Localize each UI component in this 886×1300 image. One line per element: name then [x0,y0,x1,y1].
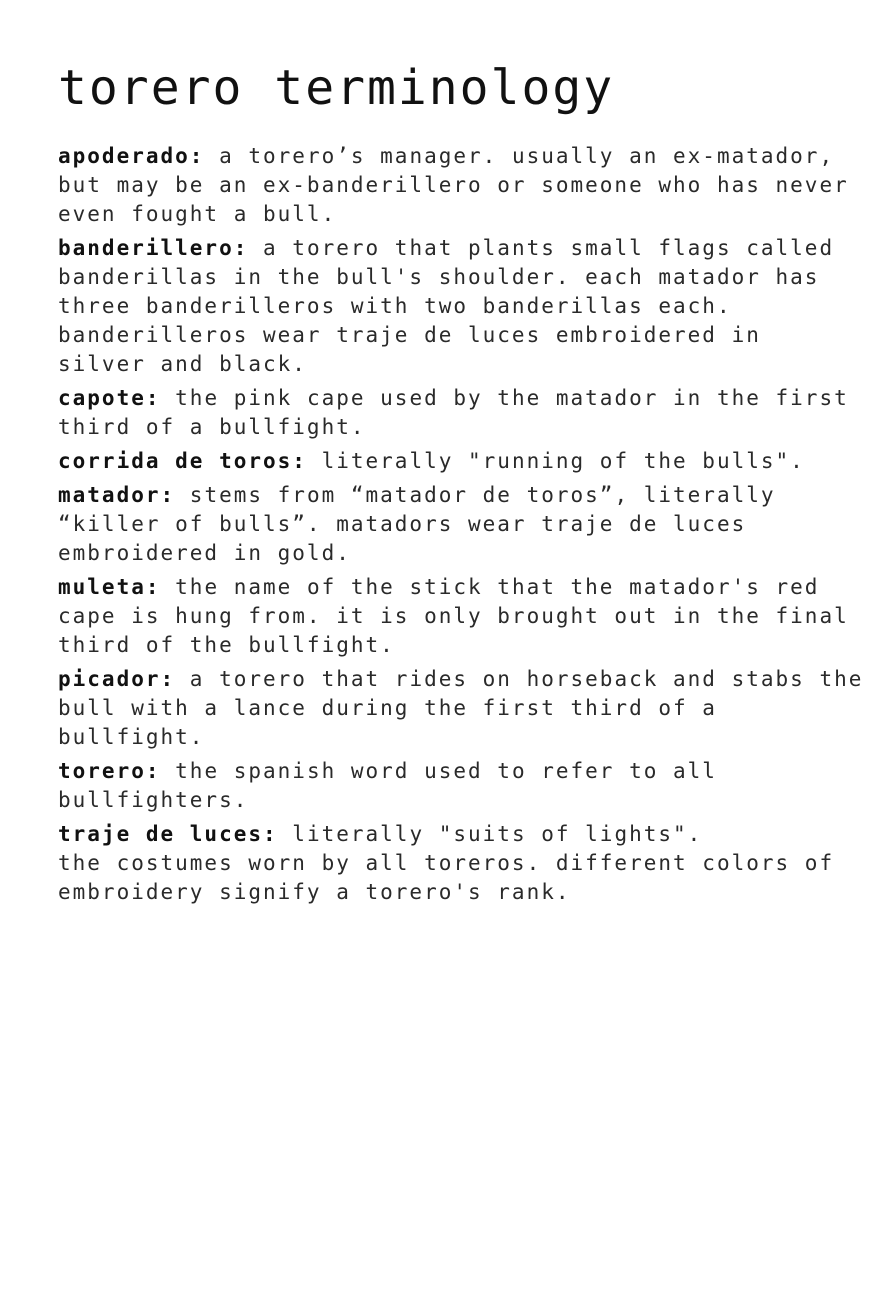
glossary-entry [58,142,873,229]
glossary-term: apoderado: [58,144,205,168]
definition-text: three banderilleros with two banderillas each. [58,294,732,318]
definition-text: banderillas in the bull's shoulder. each matador has [58,265,820,289]
definition-text: “killer of bulls”. matadors wear traje de luces [58,512,747,536]
definition-text: a torero’s manager. usually an ex-matador, [204,144,835,168]
glossary-entry [58,665,873,752]
glossary-entry [58,757,873,815]
definition-text: stems from “matador de toros”, literally [175,483,776,507]
page-title: torero terminology [58,60,615,116]
glossary-entry [58,820,873,907]
definition-text: cape is hung from. it is only brought out in the final [58,604,849,628]
definition-text: a torero that plants small flags called [248,236,835,260]
definition-text: banderilleros wear traje de luces embroidered in [58,323,761,347]
glossary-entry [58,481,873,568]
glossary-term: traje de luces: [58,822,278,846]
definition-text: literally "running of the bulls". [306,449,805,473]
definition-text: third of a bullfight. [58,415,366,439]
glossary-term: torero: [58,759,161,783]
definition-text: literally "suits of lights". [277,822,703,846]
glossary-term: muleta: [58,575,161,599]
definition-text: the costumes worn by all toreros. different colors of [58,851,835,875]
definition-text: bull with a lance during the first third of a bullfight. [58,696,717,749]
definition-text: the pink cape used by the matador in the first [160,386,849,410]
definition-text: embroidered in gold. [58,541,351,565]
definition-text: the spanish word used to refer to all [160,759,717,783]
definition-text: bullfighters. [58,788,249,812]
glossary-entry [58,384,873,442]
definition-text: the name of the stick that the matador's red [160,575,820,599]
definition-text: third of the bullfight. [58,633,395,657]
glossary-entry [58,447,873,476]
glossary-entry [58,234,873,379]
definition-text: a torero that rides on horseback and stabs the [175,667,864,691]
definition-text: even fought a bull. [58,202,337,226]
definition-text: embroidery signify a torero's rank. [58,880,571,904]
glossary-list [58,142,873,907]
document-page [58,58,873,912]
definition-text: silver and black. [58,352,307,376]
glossary-term: capote: [58,386,161,410]
glossary-entry [58,573,873,660]
glossary-term: picador: [58,667,176,691]
glossary-term: matador: [58,483,176,507]
glossary-term: corrida de toros: [58,449,307,473]
definition-text: but may be an ex-banderillero or someone who has never [58,173,849,197]
glossary-term: banderillero: [58,236,249,260]
